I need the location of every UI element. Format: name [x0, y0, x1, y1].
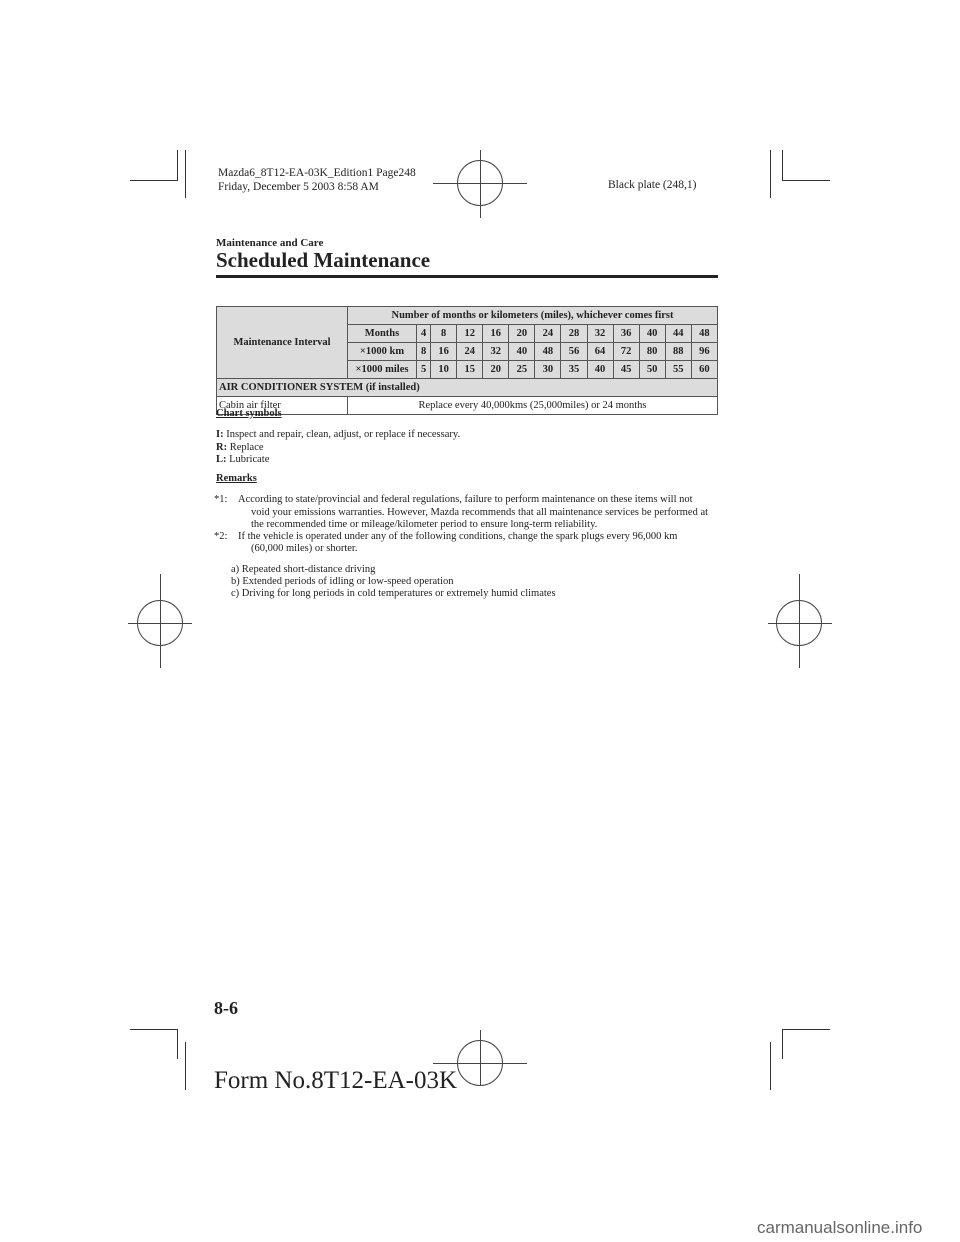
- section-category: Maintenance and Care: [216, 237, 324, 249]
- symbol-key: R:: [216, 441, 228, 453]
- table-cell: 16: [483, 325, 509, 343]
- condition-item: b) Extended periods of idling or low-speed operation: [231, 576, 454, 588]
- table-cell: 8: [431, 325, 457, 343]
- symbol-key: I:: [216, 429, 224, 441]
- table-cell: 20: [509, 325, 535, 343]
- remarks-heading: Remarks: [216, 473, 257, 484]
- table-cell: 96: [691, 343, 717, 361]
- table-cell: 20: [483, 361, 509, 379]
- table-cell: 28: [561, 325, 587, 343]
- group-header: Number of months or kilometers (miles), whichever comes first: [348, 307, 718, 325]
- symbol-item: [216, 442, 726, 454]
- table-cell: 8: [417, 343, 431, 361]
- table-cell: 32: [483, 343, 509, 361]
- row-label: ×1000 km: [348, 343, 417, 361]
- table-cell: 12: [457, 325, 483, 343]
- table-cell: 60: [691, 361, 717, 379]
- condition-item: a) Repeated short-distance driving: [231, 563, 376, 575]
- condition-list: [216, 564, 726, 601]
- table-cell: 10: [431, 361, 457, 379]
- table-cell: 32: [587, 325, 613, 343]
- watermark: carmanualsonline.info: [757, 1218, 923, 1237]
- table-cell: 55: [665, 361, 691, 379]
- file-info: [218, 166, 416, 194]
- table-cell: 4: [417, 325, 431, 343]
- title-rule: [216, 275, 718, 278]
- row-label: ×1000 miles: [348, 361, 417, 379]
- table-cell: 48: [691, 325, 717, 343]
- table-cell: 56: [561, 343, 587, 361]
- row-label: Months: [348, 325, 417, 343]
- table-header-row: [217, 307, 718, 325]
- remark-mark: *1:: [214, 494, 228, 506]
- plate-label: Black plate (248,1): [608, 179, 697, 191]
- remark-mark: *2:: [214, 531, 228, 543]
- chart-symbols-heading: Chart symbols: [216, 408, 282, 419]
- table-cell: 45: [613, 361, 639, 379]
- symbol-key: L:: [216, 453, 227, 465]
- table-cell: 44: [665, 325, 691, 343]
- table-cell: 48: [535, 343, 561, 361]
- table-section-row: [217, 379, 718, 397]
- chart-symbols: [216, 408, 726, 466]
- table-cell: 40: [639, 325, 665, 343]
- table-cell: 16: [431, 343, 457, 361]
- section-row-label: AIR CONDITIONER SYSTEM (if installed): [217, 379, 718, 397]
- item-value: Replace every 40,000kms (25,000miles) or 24 months: [348, 397, 718, 415]
- table-cell: 40: [509, 343, 535, 361]
- table-cell: 64: [587, 343, 613, 361]
- symbol-text: Replace: [229, 441, 264, 453]
- table-cell: 15: [457, 361, 483, 379]
- remark-2: [216, 531, 726, 556]
- table-cell: 24: [535, 325, 561, 343]
- remark-line: According to state/provincial and federal regulations, failure to perform maintenance on these items will not: [238, 494, 693, 506]
- page-title: Scheduled Maintenance: [216, 248, 431, 272]
- table-cell: 88: [665, 343, 691, 361]
- symbol-text: Inspect and repair, clean, adjust, or replace if necessary.: [226, 429, 461, 441]
- maintenance-table: [216, 306, 718, 415]
- remark-line: (60,000 miles) or shorter.: [251, 543, 358, 555]
- table-cell: 36: [613, 325, 639, 343]
- remark-1: [216, 494, 726, 531]
- remark-line: the recommended time or mileage/kilometer period to ensure long-term reliability.: [251, 518, 598, 530]
- symbol-text: Lubricate: [229, 453, 270, 465]
- table-cell: 50: [639, 361, 665, 379]
- table-cell: 80: [639, 343, 665, 361]
- remark-line: void your emissions warranties. However, Mazda recommends that all maintenance services be performed at: [251, 506, 709, 518]
- interval-label: Maintenance Interval: [217, 307, 348, 379]
- table-cell: 25: [509, 361, 535, 379]
- page-number: 8-6: [214, 998, 238, 1018]
- condition-item: c) Driving for long periods in cold temperatures or extremely humid climates: [231, 588, 556, 600]
- symbol-item: [216, 429, 726, 441]
- table-cell: 24: [457, 343, 483, 361]
- table-cell: 30: [535, 361, 561, 379]
- table-cell: 72: [613, 343, 639, 361]
- form-number: Form No.8T12-EA-03K: [214, 1067, 458, 1094]
- remarks: [216, 473, 726, 601]
- table-cell: 35: [561, 361, 587, 379]
- file-date: Friday, December 5 2003 8:58 AM: [218, 181, 379, 193]
- file-name: Mazda6_8T12-EA-03K_Edition1 Page248: [218, 167, 416, 179]
- table-cell: 40: [587, 361, 613, 379]
- item-label: Cabin air filter: [217, 397, 348, 415]
- symbol-item: [216, 454, 726, 466]
- remark-line: If the vehicle is operated under any of the following conditions, change the spark plugs every 96,000 km: [238, 531, 678, 543]
- table-cell: 5: [417, 361, 431, 379]
